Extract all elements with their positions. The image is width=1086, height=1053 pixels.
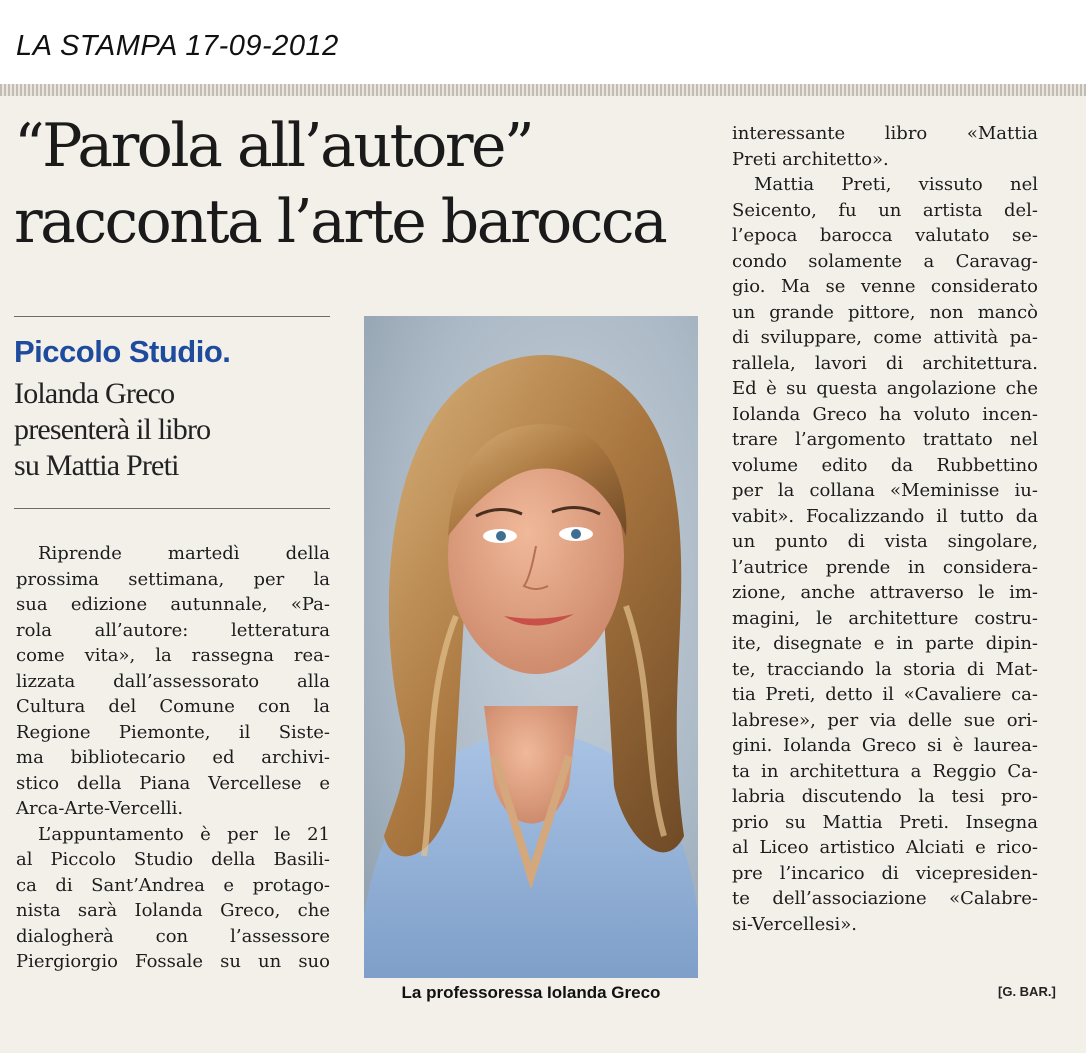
text-line: Seicento, fu un artista del- <box>732 199 1038 221</box>
text-line: Mattia Preti, vissuto nel <box>754 174 1038 195</box>
text-line: Riprende martedì della <box>38 543 330 564</box>
text-line: l’epoca barocca valutato se- <box>732 225 1038 246</box>
text-line: labria discutendo la tesi pro- <box>732 786 1038 807</box>
text-line: ite, disegnate e in parte dipin- <box>732 633 1038 654</box>
text-line: lizzata dall’assessorato alla <box>16 670 330 692</box>
text-line: vabit». Focalizzando il tutto da <box>732 505 1038 527</box>
text-line: sua edizione autunnale, «Pa- <box>16 594 330 615</box>
headline-line-2: racconta l’arte barocca <box>14 187 666 257</box>
author-signature: [G. BAR.] <box>998 984 1056 999</box>
article-subhead <box>14 376 334 484</box>
text-line: dialogherà con l’assessore <box>16 925 330 947</box>
photo-caption: La professoressa Iolanda Greco <box>401 983 661 1002</box>
text-line: magini, le architetture costru- <box>732 607 1038 629</box>
text-line: al Liceo artistico Alciati e rico- <box>732 837 1038 858</box>
text-line: Arca-Arte-Vercelli. <box>16 798 184 819</box>
text-line: te, tracciando la storia di Mat- <box>732 658 1038 680</box>
headline-line-1: “Parola all’autore” <box>14 111 533 181</box>
text-line: L’appuntamento è per le 21 <box>38 823 330 845</box>
text-line: Piergiorgio Fossale su un suo <box>16 951 330 972</box>
portrait-illustration <box>364 316 698 978</box>
newspaper-source-label: LA STAMPA 17-09-2012 <box>16 30 339 62</box>
text-line: gio. Ma se venne considerato <box>732 276 1038 297</box>
section-kicker: Piccolo Studio. <box>14 334 231 369</box>
text-line: nista sarà Iolanda Greco, che <box>16 900 330 921</box>
text-line: Iolanda Greco ha voluto incen- <box>732 403 1038 425</box>
text-line: ta in architettura a Reggio Ca- <box>732 760 1038 782</box>
text-line: volume edito da Rubbettino <box>732 454 1038 476</box>
text-line: ma bibliotecario ed archivi- <box>16 747 330 768</box>
subhead-line: presenterà il libro <box>14 413 211 446</box>
divider <box>14 508 330 509</box>
text-line: un punto di vista singolare, <box>732 531 1038 552</box>
subhead-line: su Mattia Preti <box>14 449 179 482</box>
text-line: Regione Piemonte, il Siste- <box>16 721 330 743</box>
text-line: tia Preti, detto il «Cavaliere ca- <box>732 684 1038 705</box>
text-line: Cultura del Comune con la <box>16 696 330 717</box>
text-line: te dell’associazione «Calabre- <box>732 888 1038 909</box>
article-headline <box>14 108 704 260</box>
text-line: un grande pittore, non mancò <box>732 301 1038 323</box>
text-line: zione, anche attraverso le im- <box>732 582 1038 603</box>
text-line: rola all’autore: letteratura <box>16 619 330 641</box>
text-line: interessante libro «Mattia <box>732 123 1038 144</box>
text-line: labrese», per via delle sue ori- <box>732 709 1038 731</box>
article-column-left <box>16 541 330 975</box>
text-line: pre l’incarico di vicepresiden- <box>732 862 1038 884</box>
text-line: trare l’argomento trattato nel <box>732 429 1038 450</box>
text-line: per la collana «Meminisse iu- <box>732 480 1038 501</box>
text-line: condo solamente a Caravag- <box>732 250 1038 272</box>
portrait-photo <box>364 316 698 978</box>
divider <box>14 316 330 317</box>
text-line: si-Vercellesi». <box>732 913 857 935</box>
text-line: prio su Mattia Preti. Insegna <box>732 811 1038 833</box>
text-line: rallela, lavori di architettura. <box>732 352 1038 374</box>
text-line: come vita», la rassegna rea- <box>16 645 330 666</box>
text-line: gini. Iolanda Greco si è laurea- <box>732 735 1038 756</box>
text-line: prossima settimana, per la <box>16 568 330 590</box>
text-line: Preti architetto». <box>732 148 889 170</box>
text-line: di sviluppare, come attività pa- <box>732 327 1038 348</box>
text-line: stico della Piana Vercellese e <box>16 772 330 794</box>
text-line: al Piccolo Studio della Basili- <box>16 849 330 870</box>
text-line: ca di Sant’Andrea e protago- <box>16 874 330 896</box>
subhead-line: Iolanda Greco <box>14 377 175 410</box>
text-line: l’autrice prende in considera- <box>732 556 1038 578</box>
perforated-edge <box>0 84 1086 96</box>
text-line: Ed è su questa angolazione che <box>732 378 1038 399</box>
article-column-right <box>732 121 1038 937</box>
